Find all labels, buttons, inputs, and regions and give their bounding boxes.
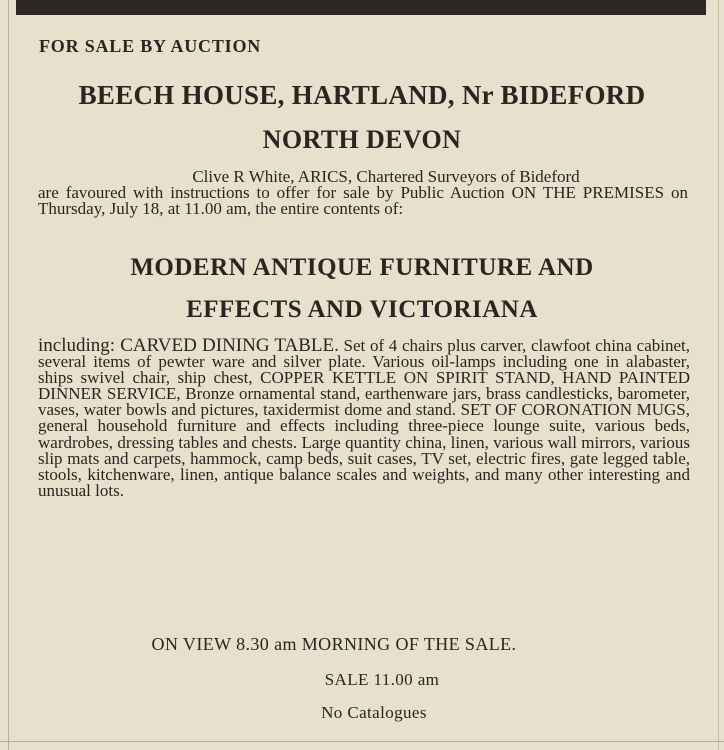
right-column-rule xyxy=(718,0,719,750)
kicker-heading: FOR SALE BY AUCTION xyxy=(39,36,262,56)
items-lead: including: CARVED DINING TABLE. xyxy=(38,335,339,356)
intro-rest: are favoured with instructions to offer for sale by Public Auction ON THE PREMISES on Thursday, July 18, at 11.00 am, the entire contents of: xyxy=(38,183,688,218)
contents-title-line-1: MODERN ANTIQUE FURNITURE AND xyxy=(130,254,594,281)
left-column-rule xyxy=(8,0,9,750)
auction-advertisement xyxy=(34,30,690,730)
viewing-time: ON VIEW 8.30 am MORNING OF THE SALE. xyxy=(151,634,517,654)
items-list: Set of 4 chairs plus carver, clawfoot china cabinet, several items of pewter ware and silver plate. Various oil-lamps including one in alabaster, ships swivel chair, ship chest, COPPER KETTLE ON SPIRIT STAND, HAND PAINTED DINNER SERVICE, Bronze ornamental stand, earthenware jars, brass candlesticks, barometer, vases, water bowls and pictures, taxidermist dome and stand. SET OF CORONATION MUGS, general household furniture and effects including three-piece lounge suite, various beds, wardrobes, dressing tables and chests. Large quantity china, linen, various wall mirrors, various slip mats and carpets, hammock, camp beds, suit cases, TV set, electric fires, gate legged table, stools, kitchenware, linen, antique balance scales and weights, and many other interesting and unusual lots. xyxy=(38,336,690,500)
intro-paragraph xyxy=(38,169,688,217)
top-border-bar xyxy=(16,0,706,15)
sale-time: SALE 11.00 am xyxy=(324,670,440,689)
property-title: BEECH HOUSE, HARTLAND, Nr BIDEFORD xyxy=(78,80,646,110)
contents-title-line-2: EFFECTS AND VICTORIANA xyxy=(186,296,538,323)
items-paragraph xyxy=(38,335,690,500)
intro-first-line: Clive R White, ARICS, Chartered Surveyors of Bideford xyxy=(192,167,580,186)
bottom-column-rule xyxy=(0,741,724,742)
catalogue-note: No Catalogues xyxy=(321,703,427,722)
region-title: NORTH DEVON xyxy=(262,125,462,154)
